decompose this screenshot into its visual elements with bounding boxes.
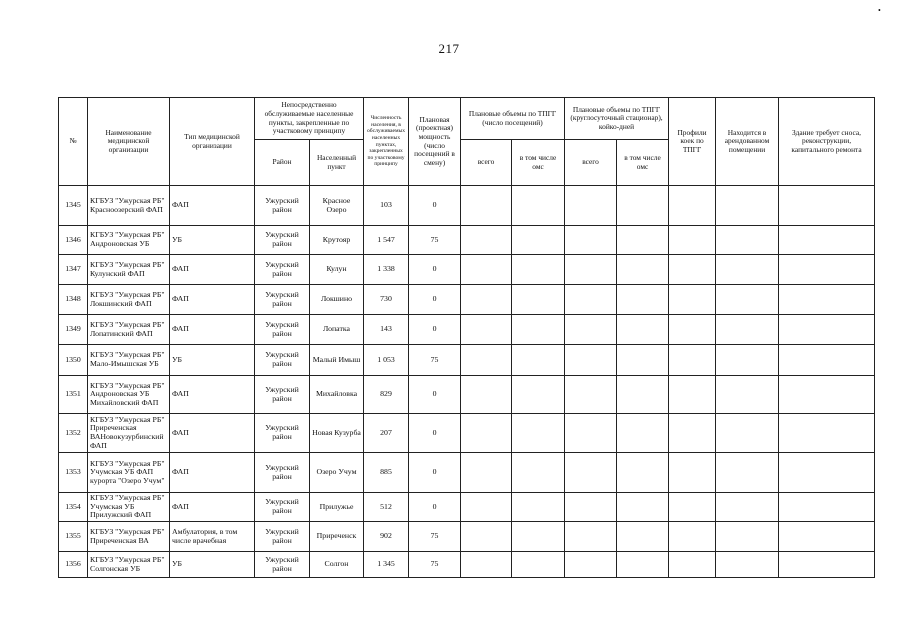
empty-cell	[512, 376, 565, 414]
header-visits-total: всего	[461, 140, 512, 186]
empty-cell	[565, 414, 617, 453]
capacity-cell: 0	[409, 376, 461, 414]
corner-mark: •	[878, 6, 881, 15]
table-body	[59, 186, 875, 578]
empty-cell	[512, 552, 565, 578]
empty-cell	[716, 376, 779, 414]
locality-cell: Кулун	[310, 255, 364, 285]
row-number: 1353	[59, 453, 88, 493]
empty-cell	[512, 345, 565, 376]
table-row	[59, 522, 875, 552]
empty-cell	[461, 453, 512, 493]
empty-cell	[512, 522, 565, 552]
empty-cell	[512, 493, 565, 522]
row-number: 1346	[59, 226, 88, 255]
header-tpgg-beds: Плановые объемы по ТПГГ (круглосуточный стационар), койко-дней	[565, 98, 669, 140]
empty-cell	[512, 226, 565, 255]
header-tpgg-visits: Плановые объемы по ТПГГ (число посещений)	[461, 98, 565, 140]
org-type-cell: УБ	[170, 226, 255, 255]
empty-cell	[779, 552, 875, 578]
capacity-cell: 0	[409, 493, 461, 522]
empty-cell	[716, 414, 779, 453]
empty-cell	[617, 226, 669, 255]
capacity-cell: 75	[409, 345, 461, 376]
empty-cell	[461, 255, 512, 285]
empty-cell	[779, 345, 875, 376]
org-name-cell: КГБУЗ "Ужурская РБ" Лопатинский ФАП	[88, 315, 170, 345]
empty-cell	[779, 453, 875, 493]
district-cell: Ужурский район	[255, 493, 310, 522]
org-type-cell: ФАП	[170, 453, 255, 493]
row-number: 1354	[59, 493, 88, 522]
empty-cell	[669, 226, 716, 255]
facilities-table	[58, 97, 875, 578]
org-name-cell: КГБУЗ "Ужурская РБ" Мало-Имышская УБ	[88, 345, 170, 376]
empty-cell	[669, 186, 716, 226]
empty-cell	[779, 186, 875, 226]
empty-cell	[512, 315, 565, 345]
locality-cell: Локшино	[310, 285, 364, 315]
table-row	[59, 186, 875, 226]
population-cell: 829	[364, 376, 409, 414]
locality-cell: Озеро Учум	[310, 453, 364, 493]
header-no: №	[59, 98, 88, 186]
empty-cell	[565, 285, 617, 315]
population-cell: 103	[364, 186, 409, 226]
org-type-cell: ФАП	[170, 315, 255, 345]
population-cell: 1 547	[364, 226, 409, 255]
org-name-cell: КГБУЗ "Ужурская РБ" Андроновская УБ Михайловский ФАП	[88, 376, 170, 414]
capacity-cell: 75	[409, 226, 461, 255]
empty-cell	[716, 522, 779, 552]
population-cell: 1 345	[364, 552, 409, 578]
empty-cell	[512, 255, 565, 285]
header-district: Район	[255, 140, 310, 186]
empty-cell	[461, 285, 512, 315]
header-capacity: Плановая (проектная) мощность (число посещений в смену)	[409, 98, 461, 186]
capacity-cell: 75	[409, 522, 461, 552]
empty-cell	[461, 186, 512, 226]
empty-cell	[512, 186, 565, 226]
header-org-name: Наименование медицинской организации	[88, 98, 170, 186]
district-cell: Ужурский район	[255, 285, 310, 315]
district-cell: Ужурский район	[255, 453, 310, 493]
empty-cell	[617, 285, 669, 315]
empty-cell	[779, 226, 875, 255]
empty-cell	[669, 376, 716, 414]
page-number: 217	[438, 41, 460, 56]
capacity-cell: 0	[409, 255, 461, 285]
district-cell: Ужурский район	[255, 414, 310, 453]
empty-cell	[669, 285, 716, 315]
table-row	[59, 226, 875, 255]
empty-cell	[565, 552, 617, 578]
empty-cell	[461, 345, 512, 376]
population-cell: 1 338	[364, 255, 409, 285]
empty-cell	[461, 552, 512, 578]
org-type-cell: УБ	[170, 552, 255, 578]
row-number: 1356	[59, 552, 88, 578]
org-type-cell: ФАП	[170, 285, 255, 315]
district-cell: Ужурский район	[255, 552, 310, 578]
population-cell: 885	[364, 453, 409, 493]
empty-cell	[512, 414, 565, 453]
empty-cell	[617, 522, 669, 552]
population-cell: 902	[364, 522, 409, 552]
empty-cell	[669, 414, 716, 453]
header-building-status: Здание требует сноса, реконструкции, капитального ремонта	[779, 98, 875, 186]
org-type-cell: Амбулатория, в том числе врачебная	[170, 522, 255, 552]
org-type-cell: ФАП	[170, 186, 255, 226]
district-cell: Ужурский район	[255, 315, 310, 345]
empty-cell	[779, 376, 875, 414]
header-served-points: Непосредственно обслуживаемые населенные пункты, закрепленные по участковому принципу	[255, 98, 364, 140]
locality-cell: Приреченск	[310, 522, 364, 552]
district-cell: Ужурский район	[255, 226, 310, 255]
org-type-cell: ФАП	[170, 255, 255, 285]
table-row	[59, 285, 875, 315]
org-name-cell: КГБУЗ "Ужурская РБ" Андроновская УБ	[88, 226, 170, 255]
locality-cell: Прилужье	[310, 493, 364, 522]
table-row	[59, 376, 875, 414]
locality-cell: Михайловка	[310, 376, 364, 414]
district-cell: Ужурский район	[255, 186, 310, 226]
empty-cell	[716, 315, 779, 345]
table-row	[59, 315, 875, 345]
empty-cell	[565, 453, 617, 493]
header-bed-profile: Профили коек по ТПГГ	[669, 98, 716, 186]
capacity-cell: 75	[409, 552, 461, 578]
population-cell: 143	[364, 315, 409, 345]
header-org-type: Тип медицинской организации	[170, 98, 255, 186]
empty-cell	[716, 186, 779, 226]
org-name-cell: КГБУЗ "Ужурская РБ" Учумская УБ Прилужский ФАП	[88, 493, 170, 522]
header-visits-oms: в том числе омс	[512, 140, 565, 186]
row-number: 1347	[59, 255, 88, 285]
table-row	[59, 493, 875, 522]
locality-cell: Крутояр	[310, 226, 364, 255]
empty-cell	[617, 552, 669, 578]
empty-cell	[565, 522, 617, 552]
row-number: 1350	[59, 345, 88, 376]
empty-cell	[565, 345, 617, 376]
empty-cell	[461, 493, 512, 522]
empty-cell	[669, 345, 716, 376]
empty-cell	[617, 414, 669, 453]
row-number: 1349	[59, 315, 88, 345]
empty-cell	[716, 226, 779, 255]
org-name-cell: КГБУЗ "Ужурская РБ" Красноозерский ФАП	[88, 186, 170, 226]
district-cell: Ужурский район	[255, 345, 310, 376]
district-cell: Ужурский район	[255, 376, 310, 414]
capacity-cell: 0	[409, 186, 461, 226]
table-row	[59, 552, 875, 578]
org-name-cell: КГБУЗ "Ужурская РБ" Приреченская ВАНовокузурбинский ФАП	[88, 414, 170, 453]
empty-cell	[779, 255, 875, 285]
empty-cell	[716, 453, 779, 493]
row-number: 1345	[59, 186, 88, 226]
empty-cell	[461, 522, 512, 552]
org-name-cell: КГБУЗ "Ужурская РБ" Солгонская УБ	[88, 552, 170, 578]
empty-cell	[512, 453, 565, 493]
empty-cell	[779, 493, 875, 522]
empty-cell	[779, 522, 875, 552]
capacity-cell: 0	[409, 453, 461, 493]
empty-cell	[669, 552, 716, 578]
empty-cell	[565, 255, 617, 285]
empty-cell	[565, 186, 617, 226]
empty-cell	[461, 414, 512, 453]
header-population: Численность населения, в обслуживаемых населенных пунктах, закрепленных по участковому принципу	[364, 98, 409, 186]
empty-cell	[716, 345, 779, 376]
row-number: 1348	[59, 285, 88, 315]
org-type-cell: ФАП	[170, 414, 255, 453]
org-name-cell: КГБУЗ "Ужурская РБ" Кулунский ФАП	[88, 255, 170, 285]
empty-cell	[461, 376, 512, 414]
locality-cell: Красное Озеро	[310, 186, 364, 226]
org-type-cell: ФАП	[170, 493, 255, 522]
locality-cell: Лопатка	[310, 315, 364, 345]
table-row	[59, 453, 875, 493]
org-name-cell: КГБУЗ "Ужурская РБ" Локшинский ФАП	[88, 285, 170, 315]
empty-cell	[779, 414, 875, 453]
header-rented: Находится в арендованном помещении	[716, 98, 779, 186]
header-beds-oms: в том числе омс	[617, 140, 669, 186]
empty-cell	[617, 315, 669, 345]
empty-cell	[617, 255, 669, 285]
row-number: 1351	[59, 376, 88, 414]
empty-cell	[565, 226, 617, 255]
capacity-cell: 0	[409, 315, 461, 345]
locality-cell: Малый Имыш	[310, 345, 364, 376]
org-type-cell: ФАП	[170, 376, 255, 414]
population-cell: 207	[364, 414, 409, 453]
empty-cell	[461, 315, 512, 345]
district-cell: Ужурский район	[255, 255, 310, 285]
org-type-cell: УБ	[170, 345, 255, 376]
header-locality: Населенный пункт	[310, 140, 364, 186]
empty-cell	[669, 315, 716, 345]
table-row	[59, 414, 875, 453]
locality-cell: Новая Кузурба	[310, 414, 364, 453]
empty-cell	[512, 285, 565, 315]
empty-cell	[669, 255, 716, 285]
table-row	[59, 255, 875, 285]
empty-cell	[565, 315, 617, 345]
empty-cell	[669, 522, 716, 552]
empty-cell	[617, 493, 669, 522]
empty-cell	[779, 315, 875, 345]
table-row	[59, 345, 875, 376]
capacity-cell: 0	[409, 285, 461, 315]
empty-cell	[779, 285, 875, 315]
empty-cell	[716, 552, 779, 578]
row-number: 1352	[59, 414, 88, 453]
empty-cell	[669, 453, 716, 493]
empty-cell	[669, 493, 716, 522]
empty-cell	[617, 376, 669, 414]
population-cell: 512	[364, 493, 409, 522]
empty-cell	[617, 186, 669, 226]
org-name-cell: КГБУЗ "Ужурская РБ" Приреченская ВА	[88, 522, 170, 552]
population-cell: 730	[364, 285, 409, 315]
empty-cell	[565, 493, 617, 522]
capacity-cell: 0	[409, 414, 461, 453]
district-cell: Ужурский район	[255, 522, 310, 552]
empty-cell	[617, 345, 669, 376]
empty-cell	[716, 493, 779, 522]
empty-cell	[716, 285, 779, 315]
locality-cell: Солгон	[310, 552, 364, 578]
row-number: 1355	[59, 522, 88, 552]
empty-cell	[565, 376, 617, 414]
empty-cell	[716, 255, 779, 285]
empty-cell	[617, 453, 669, 493]
header-beds-total: всего	[565, 140, 617, 186]
population-cell: 1 053	[364, 345, 409, 376]
org-name-cell: КГБУЗ "Ужурская РБ" Учумская УБ ФАП курорта "Озеро Учум"	[88, 453, 170, 493]
empty-cell	[461, 226, 512, 255]
